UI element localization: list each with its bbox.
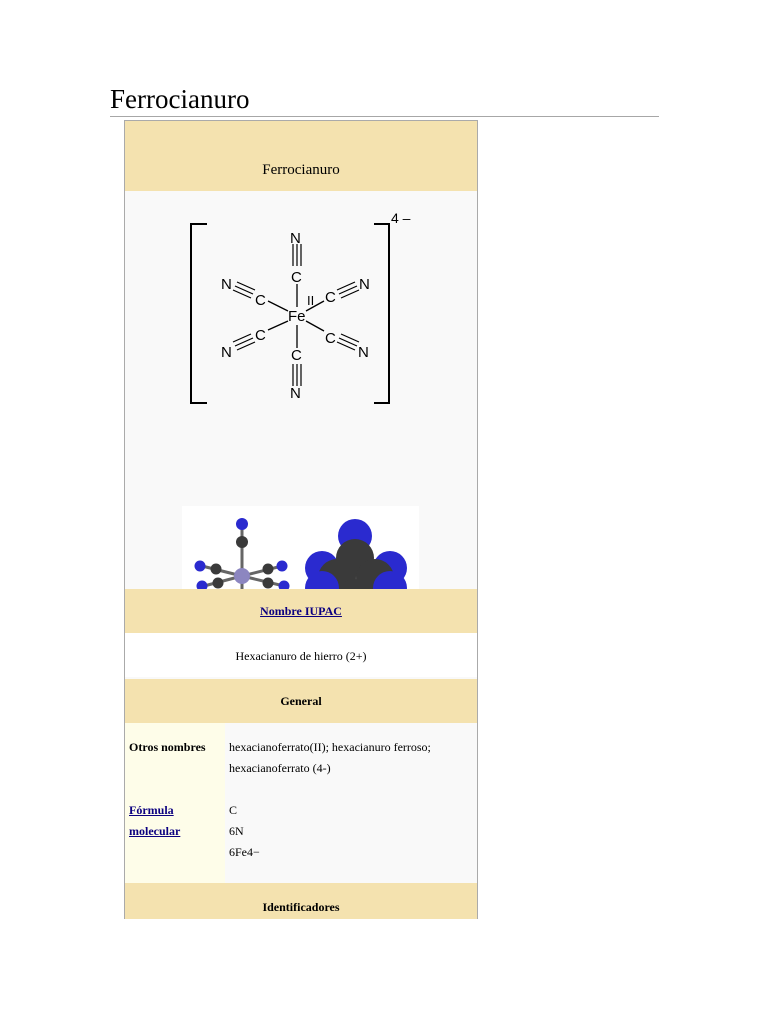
infobox-header [125,121,477,191]
atom-n-upper-left: N [221,276,232,293]
atom-c-lower-left: C [255,327,266,344]
infobox-title: Ferrocianuro [262,162,340,178]
atom-n-lower-left: N [221,344,232,361]
atom-c-upper-left: C [255,292,266,309]
formula-value [229,800,469,863]
other-names-value [229,737,469,779]
atom-n-bottom: N [290,385,301,402]
title-divider [110,116,659,117]
formula-line2: 6N [229,824,244,838]
atom-fe: Fe [288,308,306,325]
formula-link-line2[interactable]: molecular [129,824,181,838]
other-names-label: Otros nombres [129,740,206,754]
atom-c-bottom: C [291,347,302,364]
iupac-section-header [125,589,477,633]
formula-link-line1[interactable]: Fórmula [129,803,174,817]
atom-c-upper-right: C [325,289,336,306]
page-title: Ferrocianuro [110,84,250,114]
structure-area [125,191,477,589]
general-section-header: General [125,679,477,723]
iupac-name-value: Hexacianuro de hierro (2+) [125,633,477,677]
infobox [124,120,478,919]
atom-c-lower-right: C [325,330,336,347]
formula-line3: 6Fe4− [229,845,260,859]
atom-n-top: N [290,230,301,247]
atom-n-upper-right: N [359,276,370,293]
atom-n-lower-right: N [358,344,369,361]
formula-line1: C [229,803,238,817]
identifiers-section-header: Identificadores [125,883,477,919]
iupac-link[interactable]: Nombre IUPAC [260,604,342,618]
other-names-line2: hexacianoferrato (4-) [229,761,331,775]
charge-label: 4 – [391,210,411,226]
other-names-line1: hexacianoferrato(II); hexacianuro ferroso; [229,740,431,754]
structural-formula-image [125,191,477,491]
atom-oxidation-state: II [307,293,315,308]
general-labels-column [125,723,225,883]
atom-c-top: C [291,269,302,286]
